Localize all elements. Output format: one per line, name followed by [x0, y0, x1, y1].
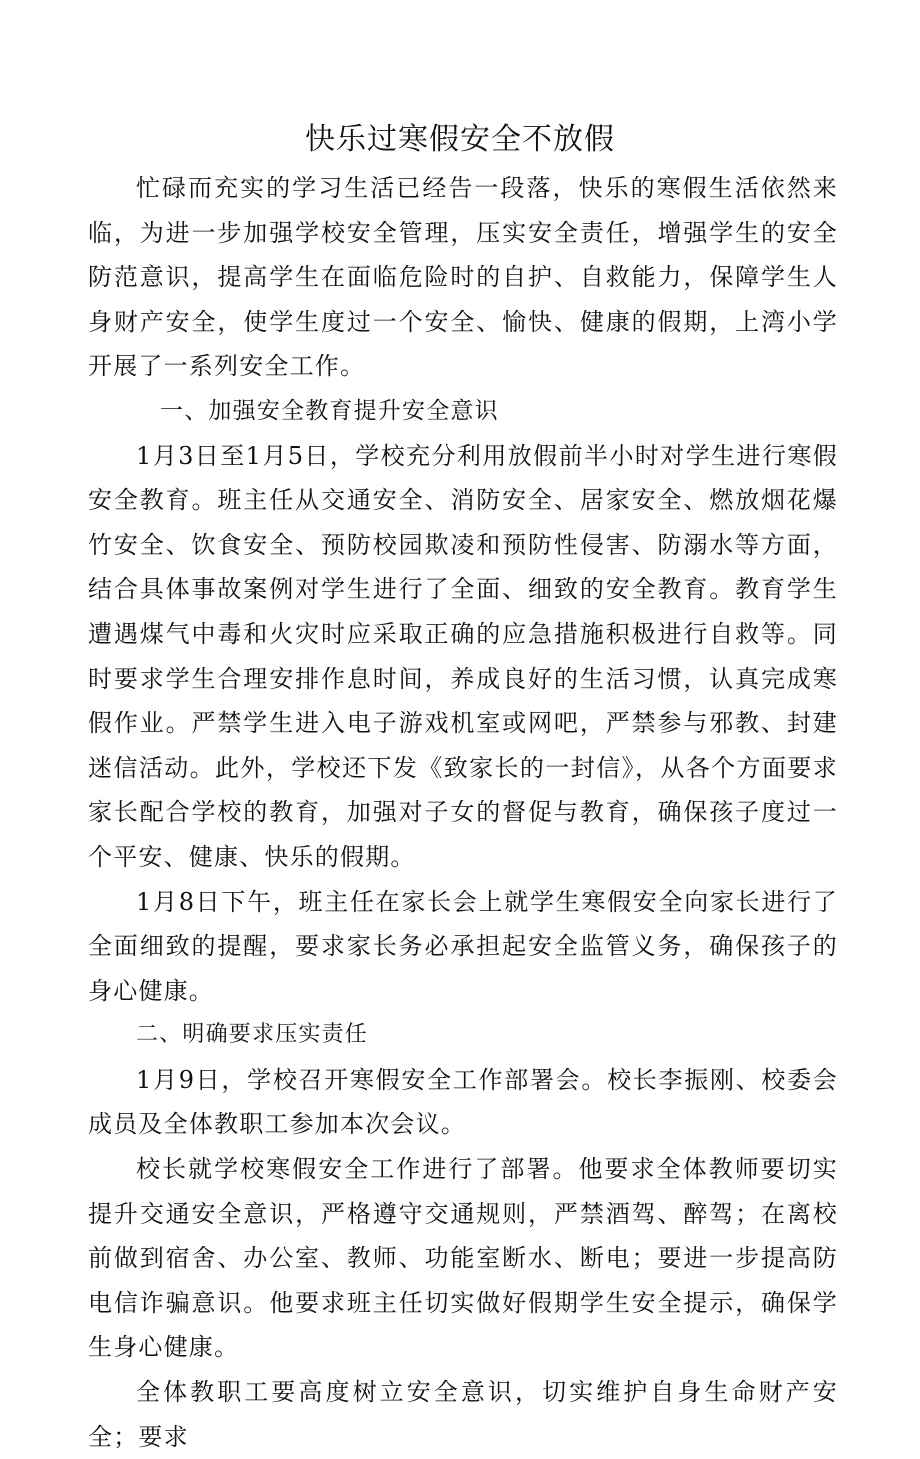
paragraph-parent-meeting: 1月8日下午，班主任在家长会上就学生寒假安全向家长进行了全面细致的提醒，要求家长务必承担起安全监管义务，确保孩子的身心健康。 — [88, 887, 838, 1005]
document-title: 快乐过寒假安全不放假 — [305, 122, 615, 157]
document-body — [88, 166, 838, 1459]
paragraph-safety-education: 1月3日至1月5日，学校充分利用放假前半小时对学生进行寒假安全教育。班主任从交通安全、消防安全、居家安全、燃放烟花爆竹安全、饮食安全、预防校园欺凌和预防性侵害、防溺水等方面，结合具体事故案例对学生进行了全面、细致的安全教育。教育学生遭遇煤气中毒和火灾时应采取正确的应急措施积极进行自救等。同时要求学生合理安排作息时间，养成良好的生活习惯，认真完成寒假作业。严禁学生进入电子游戏机室或网吧，严禁参与邪教、封建迷信活动。此外，学校还下发《致家长的一封信》，从各个方面要求家长配合学校的教育，加强对子女的督促与教育，确保孩子度过一个平安、健康、快乐的假期。 — [88, 441, 838, 871]
section-heading-1: 一、加强安全教育提升安全意识 — [160, 397, 499, 424]
intro-paragraph: 忙碌而充实的学习生活已经告一段落，快乐的寒假生活依然来临，为进一步加强学校安全管理，压实安全责任，增强学生的安全防范意识，提高学生在面临危险时的自护、自救能力，保障学生人身财产安全，使学生度过一个安全、愉快、健康的假期，上湾小学开展了一系列安全工作。 — [88, 174, 838, 381]
paragraph-staff-requirements: 全体教职工要高度树立安全意识，切实维护自身生命财产安全；要求 — [88, 1378, 838, 1451]
paragraph-principal-requirements: 校长就学校寒假安全工作进行了部署。他要求全体教师要切实提升交通安全意识，严格遵守交通规则，严禁酒驾、醉驾；在离校前做到宿舍、办公室、教师、功能室断水、断电；要进一步提高防电信诈骗意识。他要求班主任切实做好假期学生安全提示，确保学生身心健康。 — [88, 1155, 838, 1362]
section-heading-2: 二、明确要求压实责任 — [136, 1022, 369, 1048]
paragraph-deployment-meeting: 1月9日，学校召开寒假安全工作部署会。校长李振刚、校委会成员及全体教职工参加本次会议。 — [88, 1065, 838, 1139]
